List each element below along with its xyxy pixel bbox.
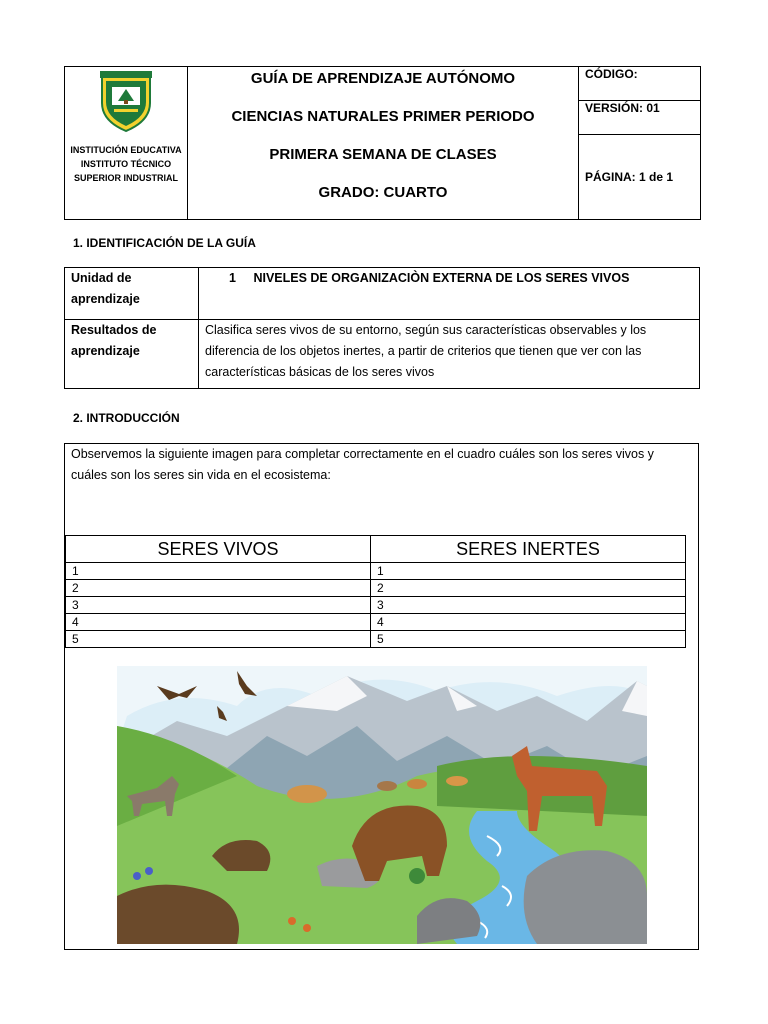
version-label: VERSIÓN: 01 bbox=[585, 101, 660, 115]
codigo-label: CÓDIGO: bbox=[585, 67, 638, 81]
unidad-label: Unidad de aprendizaje bbox=[65, 268, 199, 320]
subject-title: CIENCIAS NATURALES PRIMER PERIODO bbox=[231, 108, 535, 125]
inertes-cell[interactable]: 4 bbox=[371, 614, 686, 631]
vivos-cell[interactable]: 1 bbox=[66, 563, 371, 580]
ecosystem-illustration bbox=[117, 666, 647, 944]
section-introduccion-title: 2. INTRODUCCIÓN bbox=[73, 411, 180, 425]
flower-icon bbox=[145, 867, 153, 875]
school-shield-logo bbox=[96, 69, 156, 133]
codigo-cell bbox=[579, 67, 701, 101]
vivos-cell[interactable]: 4 bbox=[66, 614, 371, 631]
resultados-value: Clasifica seres vivos de su entorno, según sus características observables y los diferencia de los objetos inertes, a partir de criterios que tienen que ver con las características básicas de los seres vivos bbox=[199, 320, 700, 389]
pagina-cell bbox=[579, 135, 701, 220]
institution-line: INSTITUTO TÉCNICO bbox=[80, 159, 172, 169]
version-cell bbox=[579, 101, 701, 135]
resultados-label: Resultados de aprendizaje bbox=[65, 320, 199, 389]
table-row bbox=[66, 631, 686, 648]
rock-cliff bbox=[524, 850, 647, 944]
table-row bbox=[66, 563, 686, 580]
week-title: PRIMERA SEMANA DE CLASES bbox=[269, 146, 497, 163]
title-cell bbox=[188, 67, 579, 220]
inertes-cell[interactable]: 3 bbox=[371, 597, 686, 614]
section-identificacion-title: 1. IDENTIFICACIÓN DE LA GUÍA bbox=[73, 236, 256, 250]
guide-title: GUÍA DE APRENDIZAJE AUTÓNOMO bbox=[250, 70, 516, 87]
cow-icon bbox=[287, 785, 327, 803]
unidad-number: 1 bbox=[229, 271, 236, 285]
cow-icon bbox=[377, 781, 397, 791]
mushroom-icon bbox=[288, 917, 296, 925]
flower-icon bbox=[133, 872, 141, 880]
table-row bbox=[66, 580, 686, 597]
mushroom-icon bbox=[303, 924, 311, 932]
classification-table bbox=[65, 535, 686, 648]
identification-table bbox=[64, 267, 700, 389]
pagina-label: PÁGINA: 1 de 1 bbox=[585, 170, 674, 184]
introduction-instructions: Observemos la siguiente imagen para completar correctamente en el cuadro cuáles son los seres vivos y cuáles son los seres sin vida en el ecosistema: bbox=[71, 447, 654, 482]
institution-line: SUPERIOR INDUSTRIAL bbox=[73, 173, 178, 183]
vivos-cell[interactable]: 3 bbox=[66, 597, 371, 614]
seres-vivos-header: SERES VIVOS bbox=[66, 536, 371, 563]
institution-line: INSTITUCIÓN EDUCATIVA bbox=[70, 145, 182, 155]
grade-title: GRADO: CUARTO bbox=[318, 184, 448, 201]
introduction-box bbox=[64, 443, 699, 950]
institution-cell bbox=[65, 67, 188, 220]
bush-icon bbox=[409, 868, 425, 884]
inertes-cell[interactable]: 2 bbox=[371, 580, 686, 597]
unidad-value: NIVELES DE ORGANIZACIÒN EXTERNA DE LOS SERES VIVOS bbox=[253, 271, 630, 285]
seres-inertes-header: SERES INERTES bbox=[371, 536, 686, 563]
table-row bbox=[66, 614, 686, 631]
vivos-cell[interactable]: 5 bbox=[66, 631, 371, 648]
cow-icon bbox=[446, 776, 468, 786]
table-row bbox=[66, 597, 686, 614]
cow-icon bbox=[407, 779, 427, 789]
vivos-cell[interactable]: 2 bbox=[66, 580, 371, 597]
unidad-value-cell bbox=[199, 268, 700, 320]
header-table bbox=[64, 66, 701, 220]
inertes-cell[interactable]: 1 bbox=[371, 563, 686, 580]
inertes-cell[interactable]: 5 bbox=[371, 631, 686, 648]
